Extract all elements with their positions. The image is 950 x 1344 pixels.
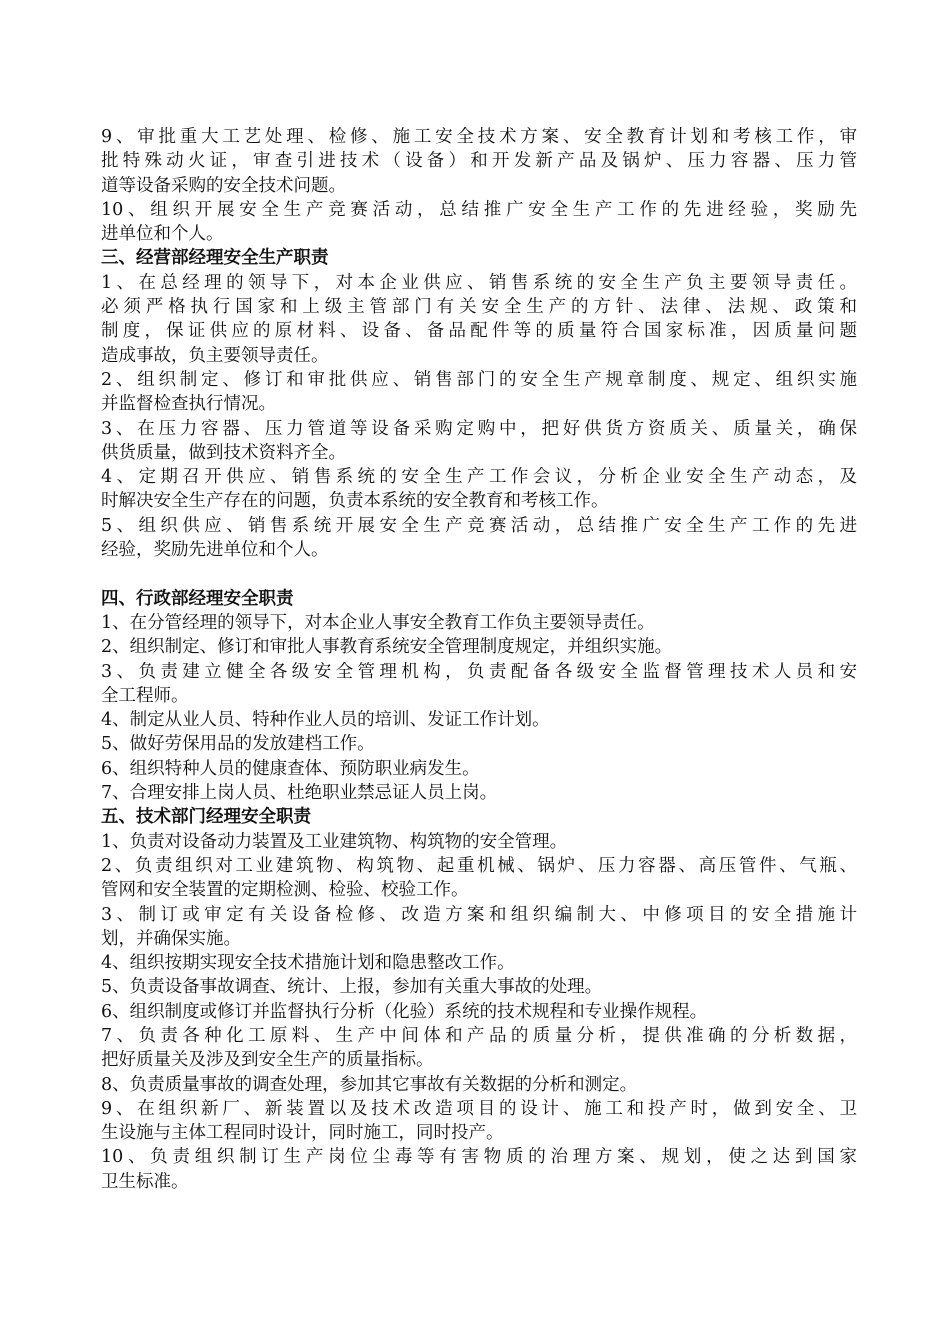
paragraph: [101, 1073, 857, 1097]
text-line: 3、在压力容器、压力管道等设备采购定购中，把好供货方资质关、质量关，确保: [101, 418, 857, 439]
paragraph: [101, 1024, 857, 1073]
text-line: 卫生标准。: [101, 1171, 189, 1192]
text-line: 并监督检查执行情况。: [101, 394, 276, 415]
text-line: 把好质量关及涉及到安全生产的质量指标。: [101, 1050, 434, 1071]
paragraph: [101, 368, 857, 417]
paragraph: [101, 635, 857, 659]
paragraph: [101, 903, 857, 952]
paragraph: [101, 465, 857, 514]
text-line: 10、负责组织制订生产岗位尘毒等有害物质的治理方案、规划，使之达到国家: [101, 1147, 857, 1168]
text-line: 生设施与主体工程同时设计，同时施工，同时投产。: [101, 1123, 504, 1144]
text-line: 4、制定从业人员、特种作业人员的培训、发证工作计划。: [101, 710, 550, 731]
section-heading: 五、技术部门经理安全职责: [101, 807, 311, 828]
text-line: 供货质量，做到技术资料齐全。: [101, 442, 346, 463]
text-line: 9、在组织新厂、新装置以及技术改造项目的设计、施工和投产时，做到安全、卫: [101, 1098, 857, 1119]
paragraph: [101, 757, 857, 781]
text-line: 时解决安全生产存在的问题，负责本系统的安全教育和考核工作。: [101, 491, 609, 512]
paragraph: [101, 125, 857, 198]
text-line: 全工程师。: [101, 685, 189, 706]
paragraph: [101, 271, 857, 368]
text-line: 1、负责对设备动力装置及工业建筑物、构筑物的安全管理。: [101, 831, 568, 852]
section-heading: 三、经营部经理安全生产职责: [101, 248, 329, 269]
paragraph: [101, 951, 857, 975]
paragraph: [101, 198, 857, 247]
text-line: 7、负责各种化工原料、生产中间体和产品的质量分析，提供准确的分析数据，: [101, 1025, 857, 1046]
text-line: 进单位和个人。: [101, 224, 224, 245]
text-line: 1、在总经理的领导下，对本企业供应、销售系统的安全生产负主要领导责任。: [101, 272, 857, 293]
text-line: 制度，保证供应的原材料、设备、备品配件等的质量符合国家标准，因质量问题: [101, 321, 857, 342]
text-line: 2、负责组织对工业建筑物、构筑物、起重机械、锅炉、压力容器、高压管件、气瓶、: [101, 855, 857, 876]
paragraph: [101, 611, 857, 635]
text-line: 划，并确保实施。: [101, 928, 241, 949]
text-line: 4、定期召开供应、销售系统的安全生产工作会议，分析企业安全生产动态，及: [101, 467, 857, 488]
blank-line: [101, 562, 857, 586]
text-line: 5、组织供应、销售系统开展安全生产竞赛活动，总结推广安全生产工作的先进: [101, 515, 857, 536]
text-line: 经验，奖励先进单位和个人。: [101, 540, 329, 561]
text-line: 1、在分管经理的领导下，对本企业人事安全教育工作负主要领导责任。: [101, 612, 655, 633]
paragraph: [101, 708, 857, 732]
paragraph: [101, 660, 857, 709]
paragraph: [101, 1097, 857, 1146]
text-line: 3、负责建立健全各级安全管理机构，负责配备各级安全监督管理技术人员和安: [101, 661, 857, 682]
text-line: 管网和安全装置的定期检测、检验、校验工作。: [101, 880, 469, 901]
text-line: 2、组织制定、修订和审批供应、销售部门的安全生产规章制度、规定、组织实施: [101, 369, 857, 390]
text-line: 5、做好劳保用品的发放建档工作。: [101, 734, 375, 755]
paragraph: [101, 975, 857, 999]
paragraph: [101, 417, 857, 466]
text-line: 必须严格执行国家和上级主管部门有关安全生产的方针、法律、法规、政策和: [101, 297, 857, 318]
text-line: 9、审批重大工艺处理、检修、施工安全技术方案、安全教育计划和考核工作，审: [101, 127, 857, 147]
paragraph: [101, 1000, 857, 1024]
paragraph: [101, 732, 857, 756]
paragraph: [101, 1145, 857, 1194]
section-heading: 四、行政部经理安全职责: [101, 588, 294, 609]
paragraph: [101, 514, 857, 563]
paragraph: [101, 781, 857, 805]
text-line: 批特殊动火证，审查引进技术（设备）和开发新产品及锅炉、压力容器、压力管: [101, 151, 857, 172]
text-line: 5、负责设备事故调查、统计、上报，参加有关重大事故的处理。: [101, 977, 603, 998]
text-line: 4、组织按期实现安全技术措施计划和隐患整改工作。: [101, 953, 515, 974]
text-line: 2、组织制定、修订和审批人事教育系统安全管理制度规定，并组织实施。: [101, 637, 673, 658]
paragraph: [101, 830, 857, 854]
text-line: 6、组织特种人员的健康查体、预防职业病发生。: [101, 758, 480, 779]
text-line: 10、组织开展安全生产竞赛活动，总结推广安全生产工作的先进经验，奖励先: [101, 199, 857, 220]
text-line: 造成事故，负主要领导责任。: [101, 345, 329, 366]
text-line: 8、负责质量事故的调查处理，参加其它事故有关数据的分析和测定。: [101, 1074, 638, 1095]
document-body: [101, 125, 857, 1194]
text-line: 7、合理安排上岗人员、杜绝职业禁忌证人员上岗。: [101, 783, 498, 804]
text-line: 道等设备采购的安全技术问题。: [101, 175, 346, 196]
paragraph: [101, 854, 857, 903]
text-line: 6、组织制度或修订并监督执行分析（化验）系统的技术规程和专业操作规程。: [101, 1001, 708, 1022]
text-line: 3、制订或审定有关设备检修、改造方案和组织编制大、中修项目的安全措施计: [101, 904, 857, 925]
